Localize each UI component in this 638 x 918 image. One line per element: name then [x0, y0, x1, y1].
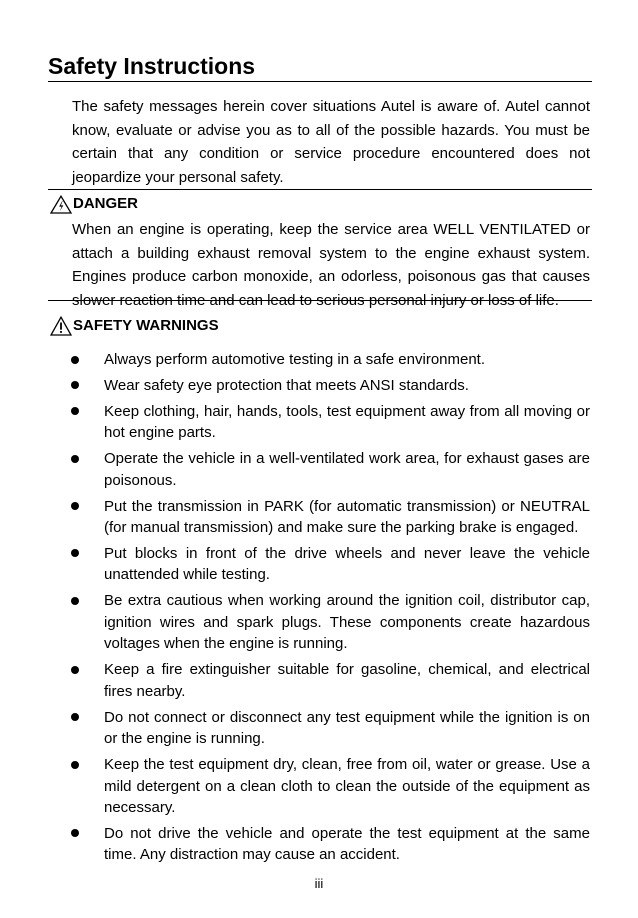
list-item-text: Always perform automotive testing in a safe environment. — [104, 351, 486, 368]
list-item — [0, 401, 590, 444]
list-item-text: Keep a fire extinguisher suitable for gasoline, chemical, and electrical fires nearby. — [104, 661, 590, 700]
list-item — [0, 543, 590, 586]
bullet-icon — [71, 713, 79, 721]
danger-text: When an engine is operating, keep the service area WELL VENTILATED or attach a building exhaust removal system to the engine exhaust system. Engines produce carbon monoxide, an odorless, poisonous gas that causes slower reaction time and can lead to serious personal injury or loss of life. — [72, 221, 590, 309]
bullet-icon — [71, 597, 79, 605]
danger-heading — [50, 194, 138, 214]
safety-warnings-list — [0, 349, 638, 870]
bullet-icon — [71, 666, 79, 674]
list-item — [0, 659, 590, 702]
bullet-icon — [71, 502, 79, 510]
list-item-text: Do not connect or disconnect any test equipment while the ignition is on or the engine is running. — [104, 708, 590, 748]
title-divider — [48, 81, 592, 82]
list-item-text: Put blocks in front of the drive wheels and never leave the vehicle unattended while testing. — [104, 544, 590, 584]
warnings-heading-label: SAFETY WARNINGS — [73, 317, 219, 334]
bullet-icon — [71, 549, 79, 557]
bullet-icon — [71, 829, 79, 837]
list-item — [0, 496, 590, 539]
danger-bottom-divider — [48, 300, 592, 301]
bullet-icon — [71, 761, 79, 769]
list-item-text: Put the transmission in PARK (for automatic transmission) or NEUTRAL (for manual transmission) and make sure the parking brake is engaged. — [104, 497, 590, 537]
list-item-text: Be extra cautious when working around the ignition coil, distributor cap, ignition wires and spark plugs. These components create hazardous voltages when the engine is running. — [104, 592, 590, 653]
list-item-text: Keep the test equipment dry, clean, free from oil, water or grease. Use a mild detergent on a clean cloth to clean the outside of the equipment as necessary. — [104, 756, 590, 817]
bullet-icon — [71, 407, 79, 415]
page-number: iii — [314, 876, 324, 891]
list-item — [0, 707, 590, 750]
list-item — [0, 754, 590, 819]
list-item — [0, 349, 590, 371]
electric-hazard-icon — [50, 195, 73, 214]
bullet-icon — [71, 356, 79, 364]
list-item-text: Do not drive the vehicle and operate the test equipment at the same time. Any distraction may cause an accident. — [104, 824, 590, 864]
bullet-icon — [71, 455, 79, 463]
bullet-icon — [71, 381, 79, 389]
list-item — [0, 823, 590, 866]
list-item — [0, 375, 590, 397]
list-item — [0, 590, 590, 655]
danger-top-divider — [48, 189, 592, 190]
list-item-text: Keep clothing, hair, hands, tools, test equipment away from all moving or hot engine parts. — [104, 402, 590, 442]
warnings-heading — [50, 316, 219, 336]
list-item-text: Wear safety eye protection that meets ANSI standards. — [104, 376, 469, 394]
intro-paragraph: The safety messages herein cover situations Autel is aware of. Autel cannot know, evaluate or advise you as to all of the possible hazards. You must be certain that any condition or service procedure encountered does not jeopardize your personal safety. — [72, 98, 590, 186]
danger-heading-label: DANGER — [73, 195, 139, 212]
list-item-text: Operate the vehicle in a well-ventilated work area, for exhaust gases are poisonous. — [104, 450, 590, 489]
warning-icon — [50, 316, 73, 336]
page-title: Safety Instructions — [48, 53, 256, 79]
list-item — [0, 448, 590, 491]
